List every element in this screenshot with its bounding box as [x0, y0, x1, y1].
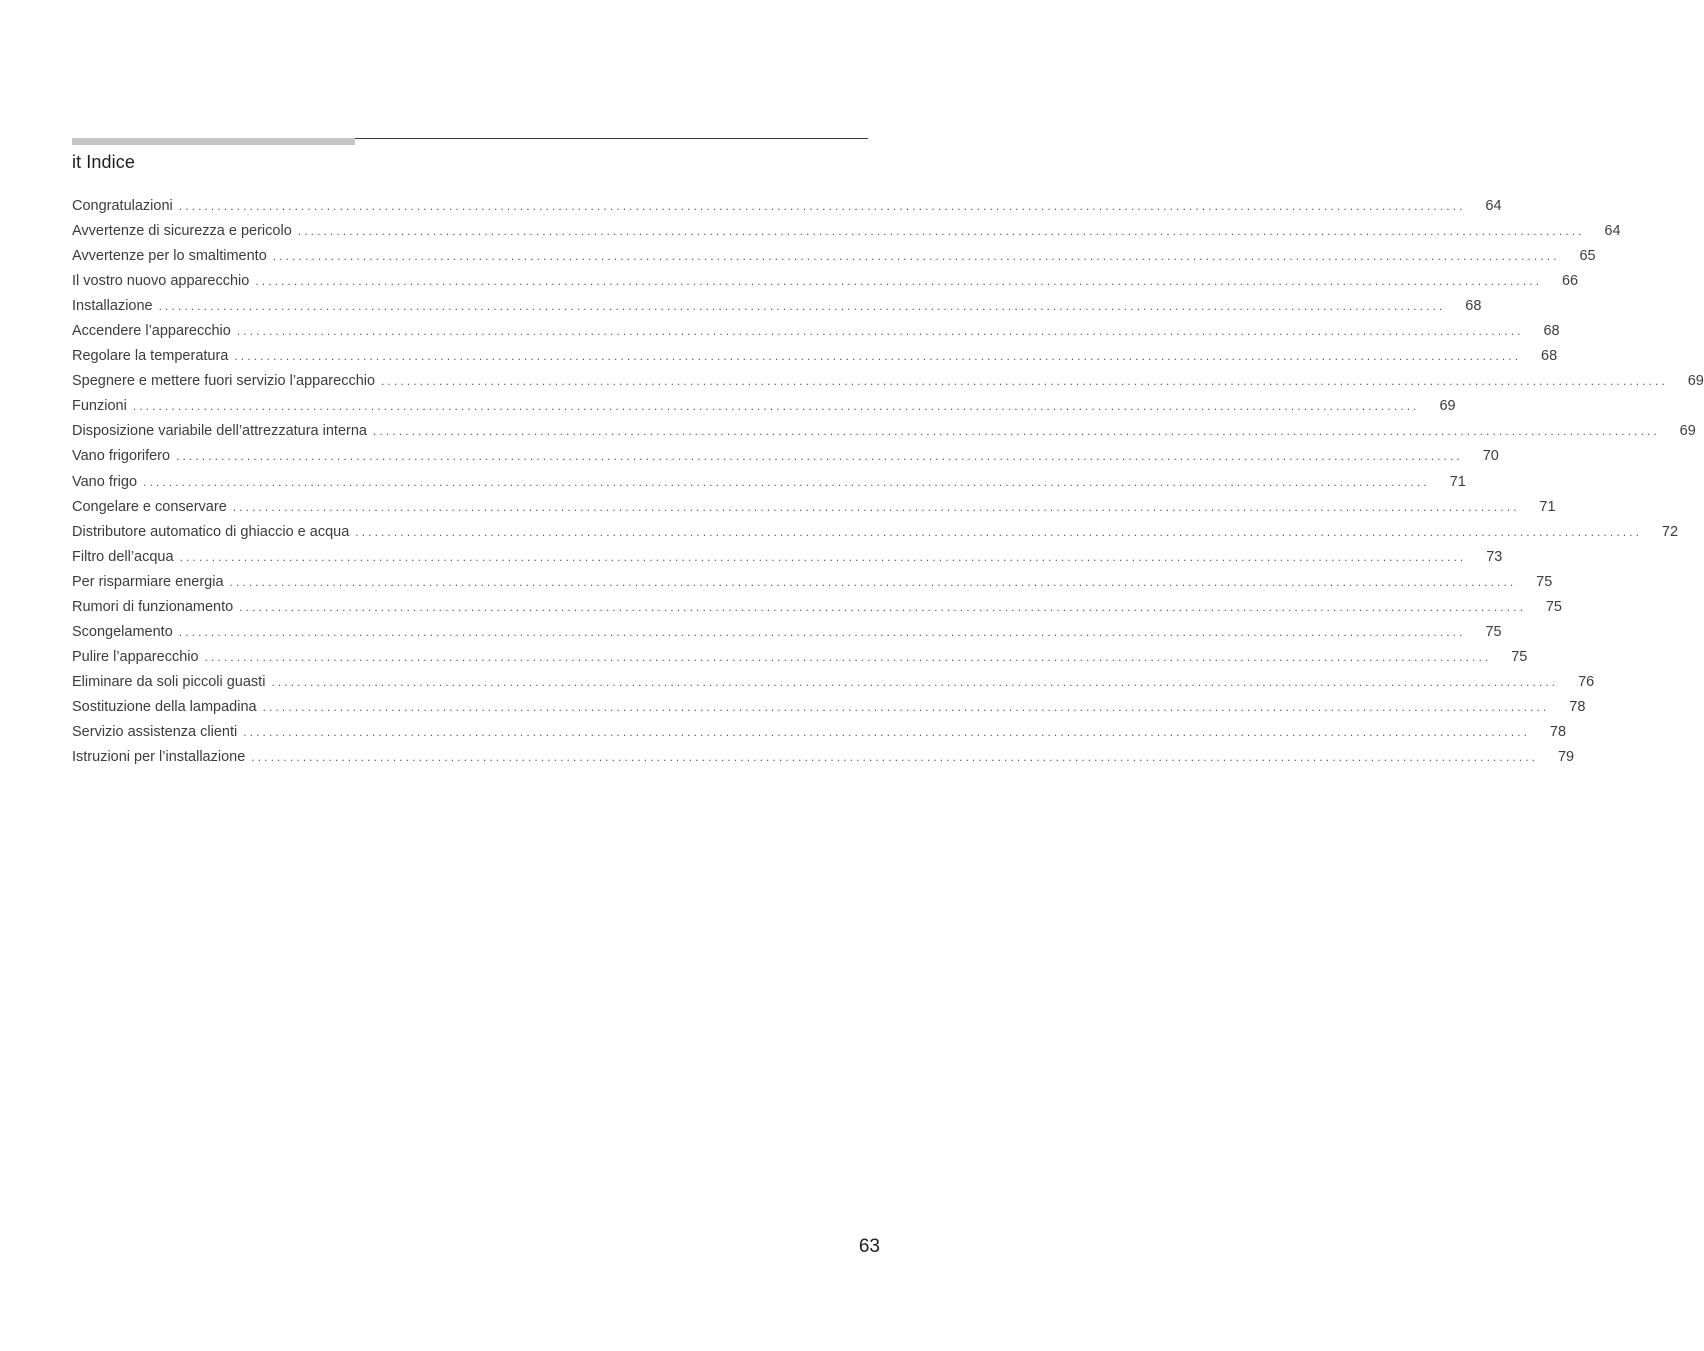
toc-entry-label: Installazione: [72, 298, 153, 315]
toc-entry-label: Pulire l’apparecchio: [72, 648, 199, 665]
toc-entry-page: 69: [1439, 398, 1456, 415]
toc-entry-label: Avvertenze di sicurezza e pericolo: [72, 223, 292, 240]
toc-entry-label: Funzioni: [72, 398, 127, 415]
toc-leader-dots: ........................................................................................................................................................................................................: [262, 699, 1550, 714]
toc-leader-dots: ........................................................................................................................................................................................................: [132, 399, 1420, 414]
toc-leader-dots: ........................................................................................................................................................................................................: [271, 674, 1559, 689]
toc-entry-label: Congratulazioni: [72, 198, 173, 214]
toc-entry[interactable]: [72, 219, 1621, 244]
toc-leader-dots: ........................................................................................................................................................................................................: [178, 624, 1466, 639]
toc-entry-page: 66: [1561, 273, 1579, 290]
toc-entry-page: 76: [1578, 673, 1595, 690]
toc-entry-page: 69: [1687, 373, 1704, 390]
toc-entry[interactable]: [72, 545, 1503, 570]
toc-leader-dots: ........................................................................................................................................................................................................: [234, 349, 1522, 364]
toc-entry-page: 69: [1679, 423, 1696, 440]
toc-entry-label: Regolare la temperatura: [72, 348, 229, 365]
toc-entry-page: 73: [1486, 548, 1503, 565]
toc-leader-dots: ........................................................................................................................................................................................................: [143, 474, 1430, 489]
toc-leader-dots: ........................................................................................................................................................................................................: [204, 649, 1492, 664]
toc-entry[interactable]: [72, 394, 1456, 419]
toc-entry-page: 64: [1604, 223, 1621, 240]
toc-leader-dots: ........................................................................................................................................................................................................: [297, 224, 1585, 239]
toc-entry-label: Scongelamento: [72, 623, 173, 640]
toc-entry[interactable]: [72, 244, 1596, 269]
toc-entry-page: 64: [1485, 198, 1502, 214]
toc-leader-dots: ........................................................................................................................................................................................................: [158, 299, 1446, 314]
toc-entry[interactable]: [72, 470, 1466, 495]
toc-entry-page: 68: [1543, 323, 1560, 340]
toc-entry-page: 78: [1549, 723, 1567, 740]
toc-leader-dots: ........................................................................................................................................................................................................: [239, 599, 1526, 614]
toc-entry-label: Filtro dell’acqua: [72, 548, 174, 565]
header-accent-bar: [72, 138, 355, 145]
toc-entry-label: Accendere l’apparecchio: [72, 323, 231, 340]
toc-entry-page: 79: [1557, 749, 1575, 766]
toc-entry[interactable]: [72, 269, 1579, 294]
toc-leader-dots: ........................................................................................................................................................................................................: [272, 249, 1560, 264]
toc-entry-page: 72: [1661, 523, 1679, 540]
toc-leader-dots: ........................................................................................................................................................................................................: [381, 374, 1668, 389]
toc-entry-label: Per risparmiare energia: [72, 573, 224, 590]
toc-entry[interactable]: [72, 495, 1556, 520]
toc-leader-dots: ........................................................................................................................................................................................................: [176, 449, 1463, 464]
toc-entry-label: Avvertenze per lo smaltimento: [72, 248, 267, 265]
toc-entry-page: 71: [1539, 498, 1556, 515]
toc-entry-page: 75: [1536, 573, 1553, 590]
toc-entry-page: 68: [1541, 348, 1558, 365]
toc-leader-dots: ........................................................................................................................................................................................................: [179, 549, 1467, 564]
toc-entry-label: Disposizione variabile dell’attrezzatura interna: [72, 423, 367, 440]
toc-entry[interactable]: [72, 695, 1586, 720]
toc-entry-label: Distributore automatico di ghiaccio e acqua: [72, 523, 350, 540]
toc-leader-dots: ........................................................................................................................................................................................................: [243, 724, 1531, 739]
toc-entry[interactable]: [72, 595, 1562, 620]
toc-entry[interactable]: [72, 720, 1567, 745]
toc-entry-label: Istruzioni per l’installazione: [72, 749, 246, 766]
toc-leader-dots: ........................................................................................................................................................................................................: [232, 499, 1520, 514]
toc-entry-label: Congelare e conservare: [72, 498, 227, 515]
toc-entry-label: Vano frigo: [72, 473, 138, 490]
toc-entry-page: 70: [1482, 448, 1499, 465]
toc-entry[interactable]: [72, 419, 1696, 444]
toc-entry-page: 75: [1485, 623, 1502, 640]
toc-entry-label: Il vostro nuovo apparecchio: [72, 273, 250, 290]
toc-leader-dots: ........................................................................................................................................................................................................: [372, 424, 1660, 439]
toc-entry-label: Eliminare da soli piccoli guasti: [72, 673, 266, 690]
toc-entry[interactable]: [72, 645, 1528, 670]
toc-entry[interactable]: [72, 294, 1482, 319]
toc-entry-page: 68: [1465, 298, 1482, 315]
toc-entry-label: Sostituzione della lampadina: [72, 698, 257, 715]
page-title: it Indice: [72, 152, 135, 172]
toc-entry[interactable]: [72, 319, 1560, 344]
toc-entry-label: Spegnere e mettere fuori servizio l’apparecchio: [72, 373, 376, 390]
toc-entry-page: 78: [1569, 698, 1586, 715]
toc-entry-page: 75: [1511, 648, 1528, 665]
toc-entry-page: 65: [1579, 248, 1596, 265]
toc-entry-label: Vano frigorifero: [72, 448, 171, 465]
toc-leader-dots: ........................................................................................................................................................................................................: [255, 274, 1543, 289]
toc-entry[interactable]: [72, 369, 1704, 394]
toc-entry-label: Servizio assistenza clienti: [72, 723, 238, 740]
toc-entry[interactable]: [72, 520, 1679, 545]
toc-entry[interactable]: [72, 745, 1575, 770]
page-number: 63: [858, 1236, 880, 1257]
table-of-contents: [72, 194, 1704, 770]
toc-leader-dots: ........................................................................................................................................................................................................: [236, 324, 1524, 339]
toc-leader-dots: ........................................................................................................................................................................................................: [251, 750, 1539, 765]
toc-entry[interactable]: [72, 570, 1553, 595]
toc-entry[interactable]: [72, 194, 1502, 219]
toc-entry-label: Rumori di funzionamento: [72, 598, 234, 615]
toc-leader-dots: ........................................................................................................................................................................................................: [178, 199, 1466, 213]
toc-leader-dots: ........................................................................................................................................................................................................: [355, 524, 1643, 539]
toc-entry[interactable]: [72, 670, 1595, 695]
toc-entry-page: 71: [1449, 473, 1466, 490]
toc-entry-page: 75: [1545, 598, 1562, 615]
toc-entry[interactable]: [72, 444, 1499, 469]
toc-leader-dots: ........................................................................................................................................................................................................: [229, 574, 1517, 589]
toc-entry[interactable]: [72, 620, 1502, 645]
toc-entry[interactable]: [72, 344, 1558, 369]
